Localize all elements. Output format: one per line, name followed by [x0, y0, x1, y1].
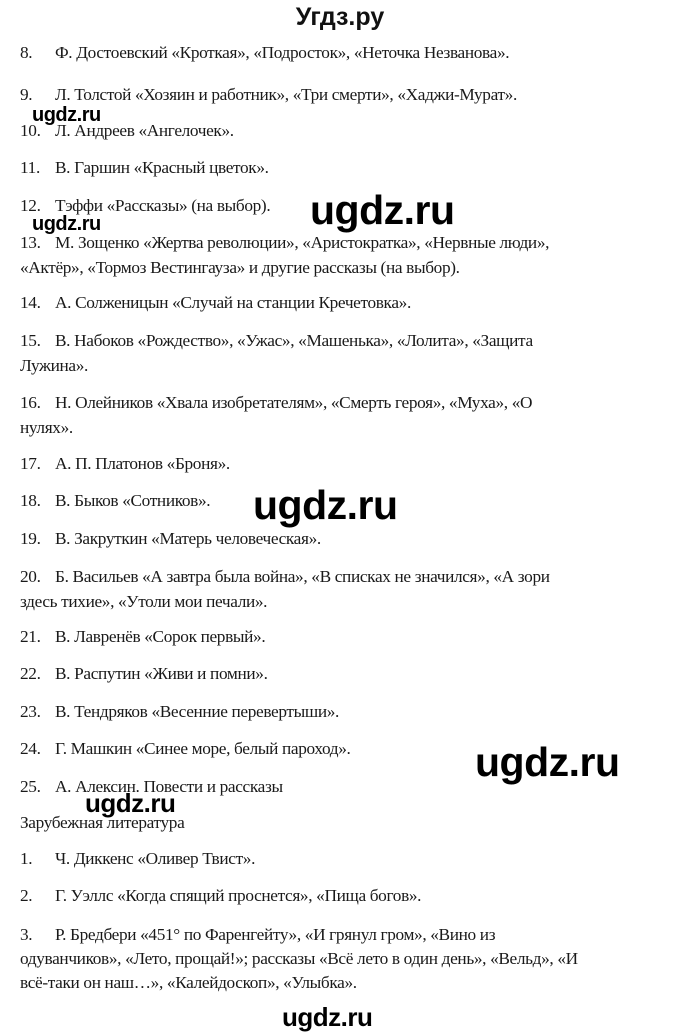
list-item — [20, 490, 210, 512]
list-item — [20, 330, 533, 352]
list-item — [20, 84, 517, 106]
item-number: 9. — [20, 85, 33, 104]
item-text: Ч. Диккенс «Оливер Твист». — [55, 849, 256, 868]
item-number: 3. — [20, 925, 33, 944]
item-number: 22. — [20, 664, 41, 683]
item-number: 1. — [20, 849, 33, 868]
item-number: 18. — [20, 491, 41, 510]
item-text: Тэффи «Рассказы» (на выбор). — [55, 196, 271, 215]
item-text: А. Алексин. Повести и рассказы — [55, 777, 283, 796]
item-text: Б. Васильев «А завтра была война», «В списках не значился», «А зори — [55, 567, 550, 586]
page-title: Угдз.ру — [295, 3, 385, 31]
item-text: А. П. Платонов «Броня». — [55, 454, 230, 473]
watermark: ugdz.ru — [310, 187, 455, 233]
list-item — [20, 232, 549, 254]
item-text: «Актёр», «Тормоз Вестингауза» и другие рассказы (на выбор). — [20, 258, 460, 277]
item-number: 20. — [20, 567, 41, 586]
item-text: В. Лавренёв «Сорок первый». — [55, 627, 266, 646]
item-number: 15. — [20, 331, 41, 350]
item-number: 16. — [20, 393, 41, 412]
list-item-continuation — [20, 417, 73, 439]
list-item — [20, 924, 495, 946]
item-number: 17. — [20, 454, 41, 473]
item-number: 25. — [20, 777, 41, 796]
item-text: В. Распутин «Живи и помни». — [55, 664, 268, 683]
list-item-continuation — [20, 355, 88, 377]
item-number: 23. — [20, 702, 41, 721]
item-text: Ф. Достоевский «Кроткая», «Подросток», «Неточка Незванова». — [55, 43, 510, 62]
list-item — [20, 626, 265, 648]
item-text: Г. Уэллс «Когда спящий проснется», «Пища богов». — [55, 886, 422, 905]
item-number: 21. — [20, 627, 41, 646]
footer-watermark: ugdz.ru — [282, 1002, 373, 1032]
item-text: Л. Толстой «Хозяин и работник», «Три смерти», «Хаджи-Мурат». — [55, 85, 517, 104]
item-number: 12. — [20, 196, 41, 215]
watermark: ugdz.ru — [253, 482, 398, 528]
item-text: Лужина». — [20, 356, 88, 375]
item-number: 10. — [20, 121, 41, 140]
item-number: 11. — [20, 158, 40, 177]
list-item — [20, 848, 255, 870]
item-text: Н. Олейников «Хвала изобретателям», «Смерть героя», «Муха», «О — [55, 393, 533, 412]
watermark: ugdz.ru — [85, 788, 176, 818]
list-item — [20, 392, 532, 414]
list-item-continuation — [20, 948, 578, 970]
item-number: 14. — [20, 293, 41, 312]
section-heading: Зарубежная литература — [20, 813, 185, 832]
item-text: Л. Андреев «Ангелочек». — [55, 121, 234, 140]
item-text: нулях». — [20, 418, 73, 437]
item-number: 8. — [20, 43, 33, 62]
list-item — [20, 292, 411, 314]
watermark: ugdz.ru — [475, 739, 620, 785]
list-item — [20, 453, 230, 475]
item-text: В. Гаршин «Красный цветок». — [55, 158, 269, 177]
list-item — [20, 528, 321, 550]
list-item — [20, 566, 550, 588]
list-item — [20, 885, 421, 907]
list-item-continuation — [20, 591, 267, 613]
list-item — [20, 701, 339, 723]
list-item-continuation — [20, 257, 460, 279]
item-number: 19. — [20, 529, 41, 548]
list-item-continuation — [20, 972, 357, 994]
item-text: В. Тендряков «Весенние перевертыши». — [55, 702, 340, 721]
item-text: А. Солженицын «Случай на станции Кречетовка». — [55, 293, 411, 312]
item-text: В. Быков «Сотников». — [55, 491, 211, 510]
list-item — [20, 157, 269, 179]
item-text: В. Набоков «Рождество», «Ужас», «Машенька», «Лолита», «Защита — [55, 331, 533, 350]
item-text: Р. Бредбери «451° по Фаренгейту», «И грянул гром», «Вино из — [55, 925, 496, 944]
item-text: всё-таки он наш…», «Калейдоскоп», «Улыбка». — [20, 973, 357, 992]
item-text: В. Закруткин «Матерь человеческая». — [55, 529, 321, 548]
item-text: здесь тихие», «Утоли мои печали». — [20, 592, 268, 611]
list-item — [20, 738, 350, 760]
item-number: 2. — [20, 886, 33, 905]
watermark: ugdz.ru — [32, 213, 101, 235]
list-item — [20, 42, 509, 64]
list-item — [20, 663, 268, 685]
item-text: одуванчиков», «Лето, прощай!»; рассказы «Всё лето в один день», «Вельд», «И — [20, 949, 578, 968]
item-text: М. Зощенко «Жертва революции», «Аристократка», «Нервные люди», — [55, 233, 550, 252]
watermark: ugdz.ru — [32, 104, 101, 126]
item-text: Г. Машкин «Синее море, белый пароход». — [55, 739, 351, 758]
item-number: 13. — [20, 233, 41, 252]
item-number: 24. — [20, 739, 41, 758]
